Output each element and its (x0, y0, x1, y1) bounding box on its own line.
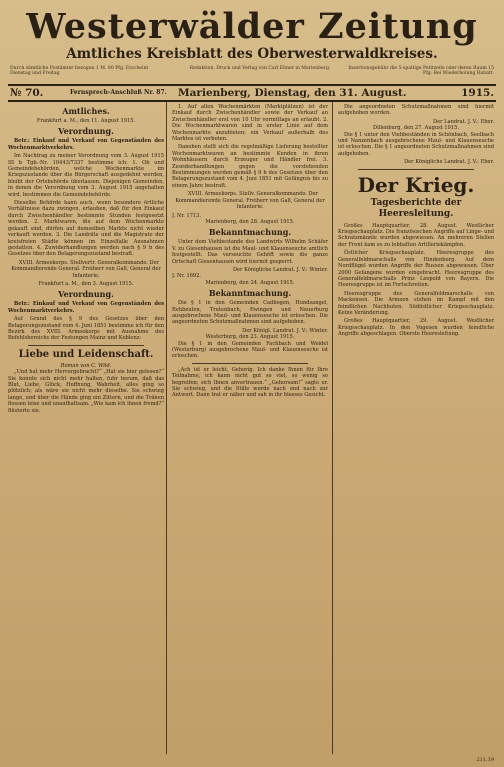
paragraph: Daneben stellt sich die regelmäßige Lieferung bestellter Wochenmarktwaren an bestimmte Kunden in ihren Wohnhäusern durch Erzeuger und Händler frei. 3. Zuwiderhandlungen gegen die vorstehenden Bestimmungen werden gemäß § 9 b des Gesetzes über den Belagerungszustand vom 4. Juni 1851 mit Gefängnis bis zu einem Jahre bestraft. (172, 144, 328, 189)
newspaper-subtitle: Amtliches Kreisblatt des Oberwesterwaldkreises. (66, 46, 438, 62)
dateline-bar (8, 84, 496, 102)
section-heading: Amtliches. (62, 106, 110, 116)
dateline-text: Marienberg, den 24. August 1915. (205, 279, 295, 286)
paragraph: Östlicher Kriegsschauplatz. Heeresgruppe des Generalfeldmarschalls von Hindenburg. Auf dem Nordflügel wurden Angriffe der Russen abgewiesen. Über 2000 Gefangene wurden eingebracht. Heeresgruppe des Generalfeldmarschalls Prinz Leopold von Bayern. Die Heeresgruppe ist im Fortschreiten. (338, 250, 494, 289)
paragraph: Großes Hauptquartier, 28. August. Westlicher Kriegsschauplatz. Die französischen Angriffe auf Linge- und Schratzmännle wurden abgewiesen. An mehreren Stellen der Front kam es zu lebhaften Artilleriekämpfen. (338, 222, 494, 248)
divider (28, 345, 144, 346)
reference-number: J. Nr. 1713. (172, 212, 202, 219)
paragraph: Auf Grund des § 9 des Gesetzes über den Belagerungszustand vom 4. Juni 1851 bestimme ich für den Bezirk des XVIII. Armeekorps mit Ausnahme des Befehlsbereichs der Festungen Mainz und Koblenz: (8, 316, 164, 342)
paragraph: Dieselbe Behörde kann auch, wenn besondere örtliche Verhältnisse dazu zwingen, erlauben, daß für den Einkauf durch Zwischenhändler bestimmte Stunden festgesetzt werden. 2. Marktwaren, die auf dem Wochenmarkte gekauft sind, dürfen auf demselben Markte nicht wieder verkauft werden. 3. Die Landräte und die Magistrate der kreisfreien Städte können im Einzelfalle Ausnahmen gestatten. 4. Zuwiderhandlungen werden nach § 9 b des Gesetzes über den Belagerungszustand bestraft. (8, 200, 164, 258)
paragraph: Heeresgruppe des Generalfeldmarschalls von Mackensen. Die Armeen stehen im Kampf mit den feindlichen Nachhuten. Südöstlicher Kriegsschauplatz. Keine Veränderung. (338, 290, 494, 316)
paragraph: „Ach ist er leicht, Gehorig. Ich danke Ihnen für Ihre Teilnahme, ich kann nicht gut so viel, so wenig so begreifen; sich Ihnen anvertrauen.“ „Gehorsam!“ sagte er. Sie schwieg, und die Stille wurde nach und nach zur Antwort. Dann trat er näher und sah in ihr blasses Gesicht. (172, 366, 328, 399)
imprint-subscription: Durch sämtliche Postämter bezogen 1 M. 80 Pfg. Erscheint Dienstag und Freitag (10, 66, 149, 77)
paragraph: Die § 1 in den Gemeinden Fachbach und Weidel (Westerburg) ausgebrochene Maul- und Klauenseuche ist erloschen. (172, 340, 328, 360)
dateline-text: Dillenburg, den 27. August 1915. (373, 125, 459, 132)
paragraph: Unter dem Viehbestande des Landwirts Wilhelm Schäfer V. zu Giesenhausen ist die Maul- und Klauenseuche amtlich festgestellt. Das verseuchte Gehöft sowie die ganze Ortschaft Giesenhausen wird hiermit gesperrt. (172, 239, 328, 265)
notice-subject: Betr.: Einkauf und Verkauf von Gegenständen des Wochenmarktverkehrs. (8, 138, 164, 151)
dateline-text: Frankfurt a. M., den 3. August 1915. (38, 280, 134, 287)
column-2 (172, 104, 328, 754)
signature: Der Königl. Landrat. J. V.: Winter. (242, 327, 328, 334)
phone-number: Fernsprech-Anschluß Nr. 87. (70, 89, 167, 96)
masthead (10, 8, 494, 62)
section-heading-war: Der Krieg. (357, 172, 475, 197)
column-rule (166, 102, 167, 754)
reference-number: J. Nr. 1692. (172, 273, 202, 280)
paragraph: Großes Hauptquartier, 29. August. Westlicher Kriegsschauplatz. In den Vogesen wurden feindliche Angriffe abgeschlagen. Oberste Heeresleitung. (338, 318, 494, 338)
imprint-publisher: Redaktion, Druck und Verlag von Carl Ebner in Marienberg. (189, 66, 331, 71)
notice-label: Verordnung. (58, 126, 114, 137)
paragraph: Die § 1 in den Gemeinden Cadbogen, Hundsangel, Rehbeulen, Trutenbach, Ewingen und Neuerburg ausgebrochene Maul- und Klauenseuche ist erloschen. Die angeordneten Schutzmaßnahmen sind aufgehoben. (172, 300, 328, 326)
notice-label: Bekanntmachung. (208, 288, 292, 299)
year: 1915. (461, 87, 494, 99)
imprint-row (10, 66, 494, 82)
dateline-text: Westerburg, den 23. August 1915. (205, 334, 295, 341)
signature: XVIII. Armeekorps. Stellv. Generalkommando. Der Kommandierende General. Freiherr von Gall, General der Infanterie. (175, 191, 325, 211)
dateline-text: Frankfurt a. M., den 11. August 1915. (36, 118, 136, 124)
newspaper-title: Westerwälder Zeitung (26, 6, 478, 47)
paragraph: Die § 1 unter den Viehbeständen in Schönbach, Seelbach und Nanzenbach ausgebrochene Maul- und Klauenseuche ist erloschen. Die § 1 angeordneten Schutzmaßnahmen sind aufgehoben. (338, 131, 494, 157)
signature: Der Königliche Landrat. J. V.: Winter. (232, 266, 328, 273)
imprint-ad-rates: Insertionsgebühr die 5-spaltige Petitzeile oder deren Raum 15 Pfg. Bei Wiederholung Rabatt. (348, 66, 494, 77)
dateline-text: Marienberg, den 28. August 1915. (205, 218, 295, 225)
signature: Der Königliche Landrat. J. V.: Eber. (404, 159, 494, 166)
notice-label: Bekanntmachung. (208, 227, 292, 238)
place-date: Marienberg, Dienstag, den 31. August. (178, 87, 407, 99)
notice-label: Verordnung. (58, 289, 114, 300)
section-subheading: Tagesberichte der Heeresleitung. (370, 197, 462, 219)
signature: Der Landrat. J. V.: Eber. (433, 118, 494, 125)
story-title: Liebe und Leidenschaft. (18, 348, 154, 360)
signature: XVIII. Armeekorps. Stellvertr. Generalkommando. Der Kommandierende General. Freiherr von Gall, General der Infanterie. (11, 259, 161, 279)
issue-number: № 70. (10, 87, 44, 99)
divider (358, 169, 474, 170)
paragraph: Im Nachtrag zu meiner Verordnung vom 3. August 1915 III b Tgb.-Nr. 10443/7337 bestimme ich: 1. Ob und Gemeindebehörden, welche Wochenmarkte im Kriegszustande über die Bürgerschaft ausgedehnt werden, bleibt der Ortsbehörde überlassen. Diejenigen Gemeinden, in denen die Verordnung vom 3. August 1915 angehalten wird, bestimmen die Gemeindebehörde. (8, 153, 164, 198)
paragraph: „Und hat mehr Hervorgebracht?“ „Hat sie hier gelesen?“ Sie konnte sich nicht mehr halten, fuhr herum, daß das Blut, Liebe, Glück, Hoffnung, Wahrheit, alles ging so plötzlich; als wäre sie nicht mehr dieselbe. Sie schwieg lange, und über die Hände ging ein Zittern, und die Tränen flossen leise und unaufhaltsam. „Wie kam ich ihnen fremd?“ flüsterte sie. (8, 369, 164, 414)
footer-mark: 211.19 (476, 757, 494, 763)
divider (192, 363, 308, 364)
column-rule (332, 102, 333, 754)
paragraph: 1. Auf allen Wochenmärkten (Marktplätzen) ist der Einkauf durch Zwischenhändler sowie der Verkauf an Zwischenhändler erst von 10 Uhr vormittags an erlaubt. 2. Die Wochenmarktwaren sind in erster Linie auf dem Wochenmarkte anzubieten; ein Verkauf außerhalb des Marktes ist verboten. (172, 104, 328, 143)
story-byline: Roman von C. Wild. (60, 362, 112, 369)
paragraph: Die angeordneten Schutzmaßnahmen sind hiermit aufgehoben worden. (338, 104, 494, 117)
column-1 (8, 104, 164, 754)
column-3 (338, 104, 494, 754)
notice-subject: Betr.: Einkauf und Verkauf von Gegenständen des Wochenmarktverkehrs. (8, 301, 164, 314)
